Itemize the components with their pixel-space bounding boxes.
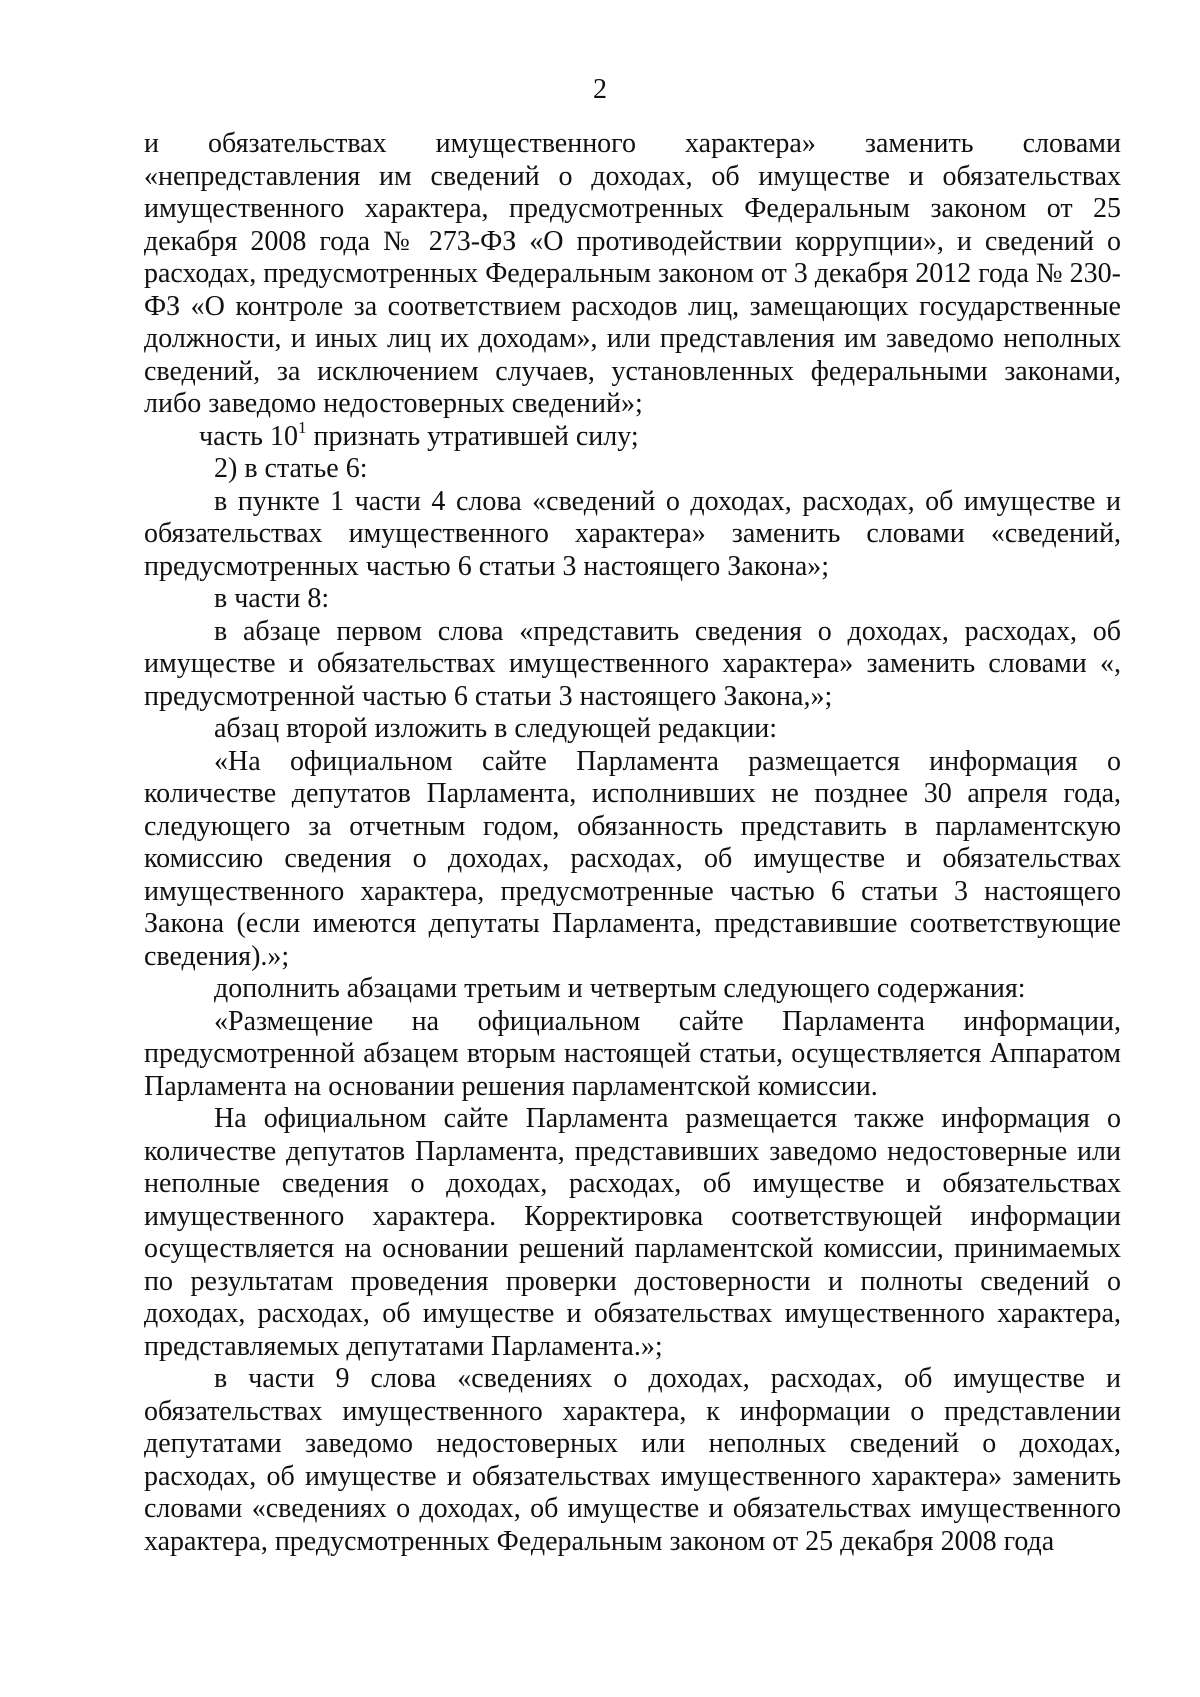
paragraph-abzac-second: абзац второй изложить в следующей редакции:: [214, 713, 778, 744]
page-number: 2: [593, 74, 607, 105]
paragraph-supplement: дополнить абзацами третьим и четвертым следующего содержания:: [214, 973, 1026, 1004]
paragraph-quote-also: На официальном сайте Парламента размещается также информация о количестве депутатов Парламента, представивших заведомо недостоверные или неполные сведения о доходах, расходах, об имуществе и обязательствах имущественного характера. Корректировка соответствующей информации осуществляется на основании решений парламентской комиссии, принимаемых по результатам проведения проверки достоверности и полноты сведений о доходах, расходах, об имуществе и обязательствах имущественного характера, представляемых депутатами Парламента.»;: [144, 1103, 1121, 1362]
paragraph-part-10-1: [144, 418, 1121, 454]
document-body: [144, 128, 1121, 1558]
superscript-1: 1: [297, 418, 307, 438]
paragraph-quote-placement: «Размещение на официальном сайте Парламента информации, предусмотренной абзацем вторым настоящей статьи, осуществляется Аппаратом Парламента на основании решения парламентской комиссии.: [144, 1005, 1121, 1102]
paragraph-abzac-first: в абзаце первом слова «представить сведения о доходах, расходах, об имуществе и обязательствах имущественного характера» заменить словами «, предусмотренной частью 6 статьи 3 настоящего Закона,»;: [144, 615, 1121, 712]
paragraph-part-8: в части 8:: [214, 583, 330, 614]
paragraph-part-9: в части 9 слова «сведениях о доходах, расходах, об имуществе и обязательствах имущественного характера, к информации о представлении депутатами заведомо недостоверных или неполных сведений о доходах, расходах, об имуществе и обязательствах имущественного характера» заменить словами «сведениях о доходах, об имуществе и обязательствах имущественного характера, предусмотренных Федеральным законом от 25 декабря 2008 года: [144, 1363, 1121, 1557]
paragraph-item-2: 2) в статье 6:: [214, 453, 368, 484]
paragraph-part-10-1-text: часть 10: [199, 420, 298, 452]
paragraph-quote-official-site: «На официальном сайте Парламента размещается информация о количестве депутатов Парламента, исполнивших не позднее 30 апреля года, следующего за отчетным годом, обязанность представить в парламентскую комиссию сведения о доходах, расходах, об имуществе и обязательствах имущественного характера, предусмотренные частью 6 статьи 3 настоящего Закона (если имеются депутаты Парламента, представившие соответствующие сведения).»;: [144, 745, 1121, 972]
paragraph-continuation: и обязательствах имущественного характера» заменить словами «непредставления им сведений о доходах, об имуществе и обязательствах имущественного характера, предусмотренных Федеральным законом от 25 декабря 2008 года № 273-ФЗ «О противодействии коррупции», и сведений о расходах, предусмотренных Федеральным законом от 3 декабря 2012 года № 230-ФЗ «О контроле за соответствием расходов лиц, замещающих государственные должности, и иных лиц их доходам», или представления им заведомо неполных сведений, за исключением случаев, установленных федеральными законами, либо заведомо недостоверных сведений»;: [144, 128, 1121, 419]
paragraph-point-1-part-4: в пункте 1 части 4 слова «сведений о доходах, расходах, об имуществе и обязательствах имущественного характера» заменить словами «сведений, предусмотренных частью 6 статьи 3 настоящего Закона»;: [144, 485, 1121, 582]
paragraph-part-10-1-rest: признать утратившей силу;: [306, 420, 639, 452]
